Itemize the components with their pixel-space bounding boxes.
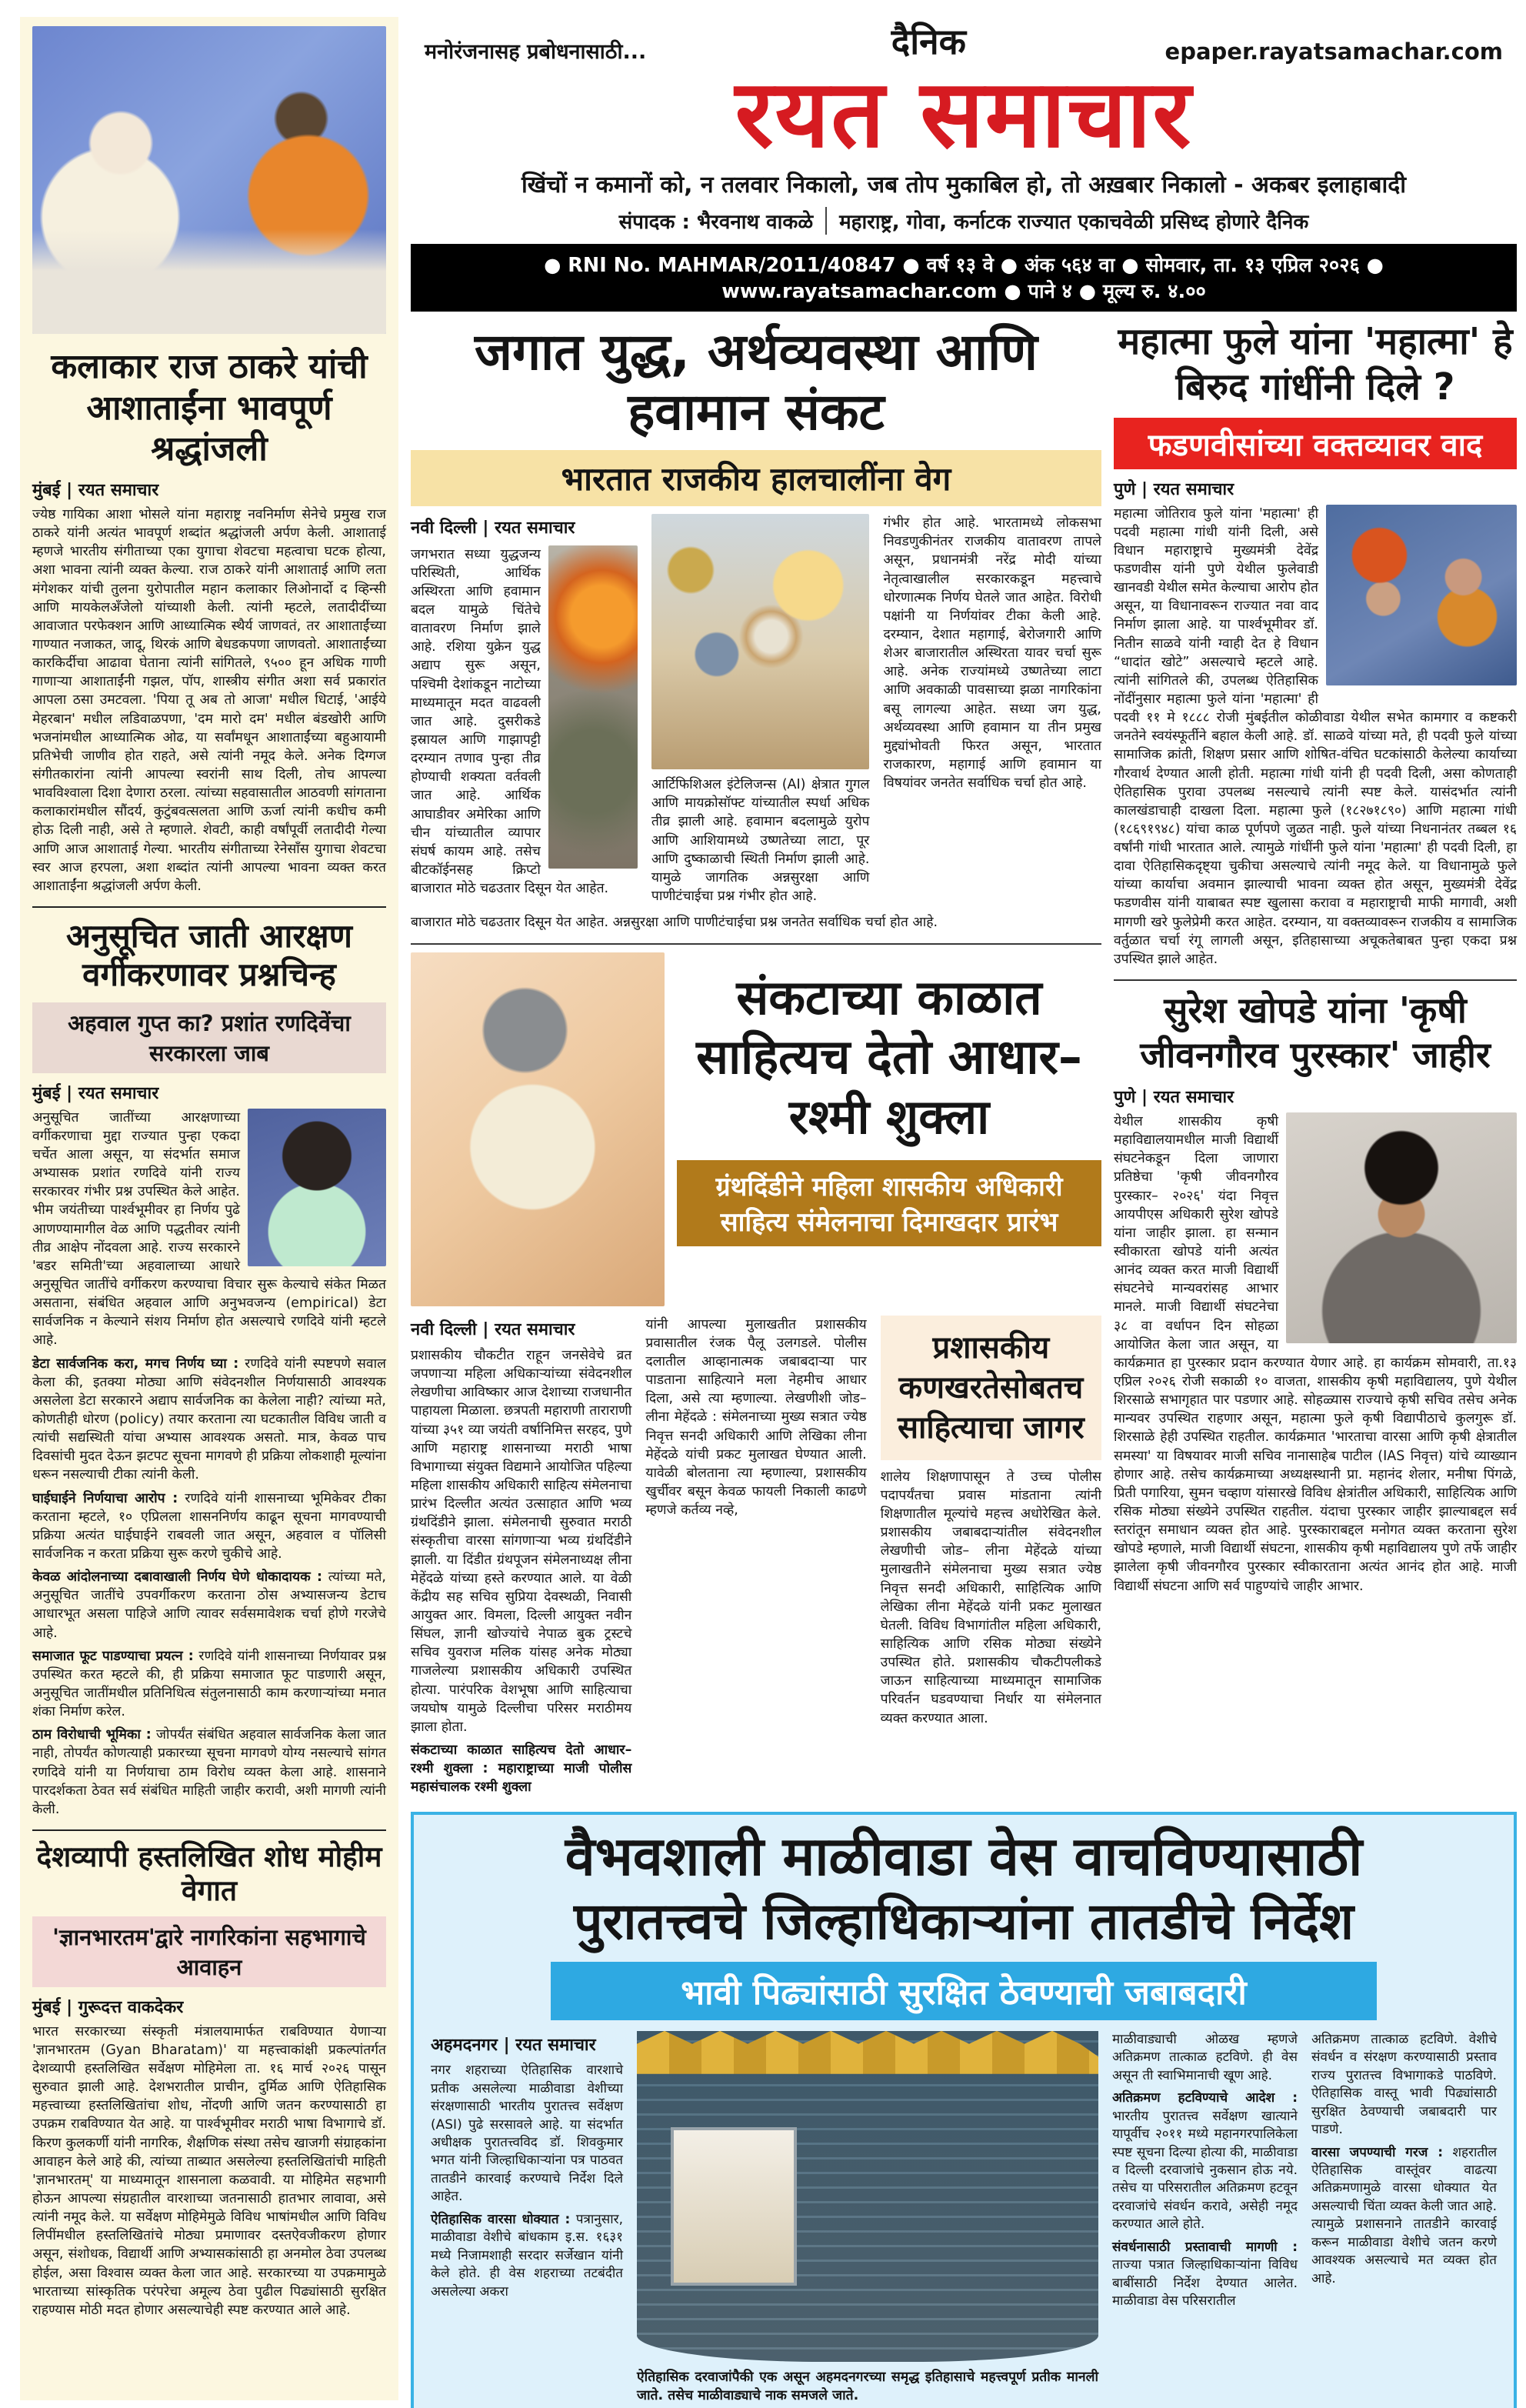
asha-byline: मुंबई | रयत समाचार <box>32 481 159 501</box>
world-headline: जगात युद्ध, अर्थव्यवस्था आणि हवामान संकट <box>475 322 1038 442</box>
manuscript-strap: 'ज्ञानभारतम'द्वारे नागरिकांना सहभागाचे आवाहन <box>32 1916 386 1987</box>
manuscript-byline: मुंबई | गुरूदत्त वाकदेकर <box>32 1997 184 2017</box>
sahitya-col3 <box>881 1316 1101 1802</box>
maliwada-byline: अहमदनगर | रयत समाचार <box>431 2035 596 2055</box>
sahitya-columns <box>411 1316 1101 1802</box>
point-text: शहरातील ऐतिहासिक वास्तूंवर वाढत्या अतिक्रमणामुळे वारसा धोक्यात येत असल्याची चिंता व्यक्त केली जात आहे. त्यामुळे प्रशासनाने तातडीने कारवाई करून माळीवाडा वेशीचे जतन करणे आवश्यक असल्याचे मत व्यक्त होत आहे. <box>1311 2144 1498 2286</box>
reservation-point <box>32 1568 386 1643</box>
maliwada-headline-line1: वैभवशाली माळीवाडा वेस वाचविण्यासाठी <box>565 1825 1363 1889</box>
paper-title: रयत समाचार <box>735 59 1193 168</box>
manuscript-body: भारत सरकारच्या संस्कृती मंत्रालयामार्फत राबविण्यात येणाऱ्या 'ज्ञानभारतम (Gyan Bharatam)' या महत्त्वाकांक्षी प्रकल्पांतर्गत देशव्यापी हस्तलिखित सर्वेक्षण मोहिमेला ता. १६ मार्च २०२६ पासून सुरुवात झाली आहे. देशभरातील प्राचीन, दुर्मिळ आणि ऐतिहासिक महत्त्वाच्या हस्तलिखितांचा शोध, नोंदणी आणि जतन करण्यासाठी हा उपक्रम राबविण्यात येत आहे. या पार्श्वभूमीवर मराठी भाषा विभागाचे डॉ. किरण कुलकर्णी यांनी नागरिक, शैक्षणिक संस्था तसेच खाजगी संग्राहकांना आवाहन केले आहे की, त्यांच्या ताब्यात असलेल्या हस्तलिखितांची माहिती 'ज्ञानभारतम्' या माध्यमातून शासनाला कळवावी. या मोहिमेत सहभागी होऊन आपल्या संग्रहातील वारशाच्या जतनासाठी हातभार लावावा, असे त्यांनी नमूद केले. या सर्वेक्षण मोहिमेमुळे विविध भाषांमधील आणि विविध लिपींमधील हस्तलिखितांचे मोठ्या प्रमाणावर दस्तऐवजीकरण होणार असून, संशोधक, विद्यार्थी आणि अभ्यासकांसाठी हा अनमोल ठेवा उपलब्ध होईल, असा विश्वास व्यक्त केला जात आहे. सरकारच्या या उपक्रमामुळे भारताच्या सांस्कृतिक परंपरेचा अमूल्य ठेवा पुढील पिढ्यांसाठी सुरक्षित राहण्यास मोठी मदत होणार असल्याचेही स्पष्ट करण्यात आले आहे. <box>32 2023 386 2318</box>
sahitya-strap: ग्रंथदिंडीने महिला शासकीय अधिकारी साहित्य संमेलनाचा दिमाखदार प्रारंभ <box>677 1160 1101 1246</box>
phule-headline: महात्मा फुले यांना 'महात्मा' हे बिरुद गांधींनी दिले ? <box>1118 320 1513 409</box>
phule-body-text: महात्मा जोतिराव फुले यांना 'महात्मा' ही पदवी महात्मा गांधी यांनी दिली, असे विधान महाराष्ट्राचे मुख्यमंत्री देवेंद्र फडणवीस यांनी पुणे येथील फुलेवाडी खानवडी येथील समेत केल्याचा आरोप होत असून, या विधानावरून राज्यात नवा वाद निर्माण झाला आहे. या पार्श्वभूमीवर डॉ. नितीन साळवे यांनी ग्वाही देत हे विधान “धादांत खोटे” असल्याचे म्हटले आहे. त्यांनी सांगितले की, उपलब्ध ऐतिहासिक नोंदींनुसार महात्मा फुले यांना 'महात्मा' ही पदवी ११ मे १८८८ रोजी मुंबईतील कोळीवाडा येथील सभेत कामगार व कष्टकरी जनतेने स्वयंस्फूर्तीने बहाल केली आहे. डॉ. साळवे यांच्या मते, ही पदवी फुले यांच्या सामाजिक क्रांती, शिक्षण प्रसार आणि शोषित-वंचित घटकांसाठी केलेल्या कार्याच्या गौरवार्थ देण्यात आली होती. महात्मा गांधी यांनी ही पदवी दिली, असा कोणताही ऐतिहासिक पुरावा उपलब्ध नसल्याचे त्यांनी स्पष्ट केले. यासंदर्भात त्यांनी कालखंडाचाही दाखला दिला. महात्मा फुले (१८२७१८९०) आणि महात्मा गांधी (१८६९१९४८) यांचा काळ पूर्णपणे जुळत नाही. फुले यांच्या निधनानंतर तब्बल १६ वर्षांनी गांधी भारतात आले. त्यामुळे गांधींनी फुले यांना 'महात्मा' ही पदवी दिली, हा दावा ऐतिहासिकदृष्ट्या चुकीचा असल्याचे त्यांनी नमूद केले. या विधानामुळे फुले यांच्या कार्याचा अवमान झाल्याची भावना व्यक्त होत असून, मुख्यमंत्री देवेंद्र फडणवीस यांनी याबाबत स्पष्ट खुलासा करावा व महाराष्ट्राची माफी मागावी, अशी मागणी खरे फुलेप्रेमी करत आहेत. दरम्यान, या वक्तव्यावरून राजकीय व सामाजिक वर्तुळात चर्चा रंगू लागली असून, इतिहासाच्या अचूकतेबाबत पुन्हा एकदा प्रश्न उपस्थित झाले आहेत. <box>1114 505 1517 967</box>
point-lead: संवर्धनासाठी प्रस्तावाची मागणी : <box>1112 2239 1298 2255</box>
point-text: रणदिवे यांनी शासनाच्या भूमिकेवर टीका करताना म्हटले, १० एप्रिलला शासननिर्णय काढून सूचना मागवण्याची प्रक्रिया अत्यंत घाईघाईने राबवली जात असून, अहवाल व पॉलिसी सार्वजनिक न करता प्रक्रिया सुरू करणे चुकीचे आहे. <box>32 1490 386 1562</box>
khopade-article <box>1114 979 1517 1596</box>
reservation-point <box>32 1647 386 1722</box>
rni-info-bar: ● RNI No. MAHMAR/2011/40847 ● वर्ष १३ वे ● अंक ५६४ वा ● सोमवार, ता. १३ एप्रिल २०२६ ● www.rayatsamachar.com ● पाने ४ ● मूल्य रु. ४.०० <box>411 244 1517 312</box>
reservation-point <box>32 1726 386 1819</box>
masthead-slogan: मनोरंजनासह प्रबोधनासाठी... <box>425 40 647 64</box>
maliwada-col3-point <box>1112 2239 1298 2311</box>
maliwada-col4-intro: अतिक्रमण तात्काळ हटविणे. वेशीचे संवर्धन व संरक्षण करण्यासाठी प्रस्ताव राज्य पुरातत्त्व विभागाकडे पाठविणे. ऐतिहासिक वास्तू भावी पिढ्यांसाठी सुरक्षित ठेवण्याची जबाबदारी पार पाडणे. <box>1311 2031 1497 2138</box>
maliwada-col3-point <box>1112 2089 1298 2234</box>
maliwada-columns <box>431 2031 1497 2406</box>
epaper-url: epaper.rayatsamachar.com <box>1164 38 1503 65</box>
world-col1 <box>411 514 638 906</box>
phule-byline: पुणे | रयत समाचार <box>1114 479 1234 499</box>
sahitya-byline: नवी दिल्ली | रयत समाचार <box>411 1319 575 1339</box>
maliwada-strap: भावी पिढ्यांसाठी सुरक्षित ठेवण्याची जबाबदारी <box>551 1962 1376 2020</box>
sahitya-col1-text: प्रशासकीय चौकटीत राहून जनसेवेचे व्रत जपणाऱ्या महिला अधिकाऱ्यांच्या संवेदनशील लेखणीचा आविष्कार आज देशाच्या राजधानीत पाहायला मिळाला. छत्रपती महाराणी ताराराणी यांच्या ३५१ व्या जयंती वर्षानिमित्त सरहद, पुणे आणि महाराष्ट्र शासनाच्या मराठी भाषा विभागाच्या संयुक्त विद्यमाने आयोजित पहिल्या महिला शासकीय अधिकारी साहित्य संमेलनाचा प्रारंभ दिल्लीत अत्यंत उत्साहात आणि भव्य ग्रंथदिंडीने झाला. संमेलनाची सुरुवात मराठी संस्कृतीचा वारसा सांगणाऱ्या भव्य ग्रंथदिंडीने झाली. या दिंडीत ग्रंथपूजन संमेलनाध्यक्ष लीना मेहेंदळे यांच्या हस्ते करण्यात आले. या वेळी केंद्रीय सह सचिव सुप्रिया देवस्थळी, निवासी आयुक्त आर. विमला, दिल्ली आयुक्त नवीन सिंघल, ज्ञानी खोज्यांचे नेपाळ बुक ट्रस्टचे सचिव युवराज मलिक यांसह अनेक मोठ्या गाजलेल्या प्रशासकीय अधिकारी उपस्थित होत्या. पारंपरिक वेशभूषा आणि साहित्याचा जयघोष यामुळे दिल्लीचा परिसर मराठीमय झाला होता. <box>411 1348 632 1735</box>
center-column <box>411 319 1101 1801</box>
point-text: ताज्या पत्रात जिल्हाधिकाऱ्यांना विविध बाबींसाठी निर्देश देण्यात आलेत. माळीवाडा वेस परिसरातील <box>1112 2257 1298 2310</box>
divider <box>32 1829 386 1831</box>
sahitya-top <box>411 952 1101 1306</box>
khopade-body <box>1114 1112 1517 1596</box>
reservation-point <box>32 1355 386 1485</box>
reservation-strap: अहवाल गुप्त का? प्रशांत रणदिवेंचा सरकारला जाब <box>32 1002 386 1073</box>
rashmi-shukla-photo <box>411 952 665 1306</box>
sahitya-col3-text: शालेय शिक्षणापासून ते उच्च पोलीस पदापर्यंतचा प्रवास मांडताना त्यांनी शिक्षणातील मूल्यांचे महत्त्व अधोरेखित केले. प्रशासकीय जबाबदाऱ्यांतील संवेदनशील लेखणीची जोड– लीना मेहेंदळे यांच्या मुलाखतीने संमेलनाचा मुख्य सत्रात ज्येष्ठ निवृत्त सनदी अधिकारी, साहित्यिक आणि लेखिका लीना मेहेंदळे यांनी प्रकट मुलाखत घेतली. विविध विभागांतील महिला अधिकारी, साहित्यिक आणि रसिक मोठ्या संख्येने उपस्थित होते. प्रशासकीय चौकटीपलीकडे जाऊन साहित्याच्या माध्यमातून सामाजिक परिवर्तन घडवण्याचा निर्धार या संमेलनात व्यक्त करण्यात आला. <box>880 1469 1101 1726</box>
maliwada-col1-point <box>431 2211 623 2301</box>
point-text: पत्रानुसार, माळीवाडा वेशीचे बांधकाम इ.स. १६३१ मध्ये निजामशाही सरदार सर्जेखान यांनी केले होते. ही वेस शहराच्या तटबंदीत असलेल्या अकरा <box>431 2211 623 2300</box>
reservation-body <box>32 1109 386 1819</box>
point-text: भारतीय पुरातत्त्व सर्वेक्षण खात्याने यापूर्वीच २०११ मध्ये महानगरपालिकेला स्पष्ट सूचना दिल्या होत्या की, माळीवाडा व दिल्ली दरवाजांचे नुकसान होऊ नये. तसेच या परिसरातील अतिक्रमण हटवून दरवाजांचे संवर्धन करावे, असेही नमूद करण्यात आले होते. <box>1112 2108 1298 2233</box>
point-lead: डेटा सार्वजनिक करा, मगच निर्णय घ्या : <box>32 1356 239 1372</box>
reservation-headline: अनुसूचित जाती आरक्षण वर्गीकरणावर प्रश्नचिन्ह <box>66 916 352 994</box>
jyotirao-savitribai-phule-portrait <box>1326 505 1517 685</box>
point-text: रणदिवे यांनी शासनाच्या निर्णयावर प्रश्न उपस्थित करत म्हटले की, ही प्रक्रिया समाजात फूट पाडणारी असून, अनुसूचित जातींमधील प्रतिनिधित्व संतुलनासाठी काम करणाऱ्यांच्या मनात शंका निर्माण करेल. <box>32 1648 386 1720</box>
asha-headline: कलाकार राज ठाकरे यांची आशाताईंना भावपूर्ण श्रद्धांजली <box>51 347 368 469</box>
main-column <box>411 17 1517 2404</box>
phule-body <box>1114 505 1517 969</box>
sahitya-article <box>411 943 1101 1802</box>
point-lead: केवळ आंदोलनाच्या दबावाखाली निर्णय घेणे धोकादायक : <box>32 1569 322 1586</box>
khopade-byline: पुणे | रयत समाचार <box>1114 1088 1234 1108</box>
maliwada-photo-cell <box>637 2031 1098 2406</box>
maliwada-photo-caption: ऐतिहासिक दरवाजांपैकी एक असून अहमदनगरच्या समृद्ध इतिहासाचे महत्त्वपूर्ण प्रतीक मानली जाते. तसेच माळीवाड्याचे नाक समजले जाते. <box>637 2369 1098 2404</box>
middle-row <box>411 319 1517 1801</box>
point-lead: ऐतिहासिक वारसा धोक्यात : <box>431 2211 571 2227</box>
editor-row <box>411 207 1517 235</box>
maliwada-col3 <box>1112 2031 1298 2406</box>
manuscript-headline: देशव्यापी हस्तलिखित शोध मोहीम वेगात <box>36 1839 382 1908</box>
point-lead: ठाम विरोधाची भूमिका : <box>32 1727 152 1743</box>
prashant-randive-photo <box>248 1109 386 1266</box>
world-closing-line: बाजारात मोठे चढउतार दिसून येत आहेत. अन्नसुरक्षा आणि पाणीटंचाईचा प्रश्न जनतेत सर्वाधिक चर्चा होत आहे. <box>411 915 938 931</box>
suresh-khopade-photo <box>1286 1112 1517 1343</box>
maliwada-col4 <box>1311 2031 1497 2406</box>
reservation-point <box>32 1489 386 1564</box>
sahitya-col2: यांनी आपल्या मुलाखतीत प्रशासकीय प्रवासातील रंजक पैलू उलगडले. पोलीस दलातील आव्हानात्मक जबाबदाऱ्या पार पाडताना साहित्याने मला नेहमीच आधार दिला, असे त्या म्हणाल्या. लेखणीशी जोड– लीना मेहेंदळे : संमेलनाच्या मुख्य सत्रात ज्येष्ठ निवृत्त सनदी अधिकारी आणि लेखिका लीना मेहेंदळे यांची प्रकट मुलाखत घेण्यात आली. यावेळी बोलताना त्या म्हणाल्या, प्रशासकीय खुर्चीवर बसून केवळ फायली निकाली काढणे म्हणजे कर्तव्य नव्हे, <box>645 1316 867 1519</box>
right-column <box>1114 319 1517 1801</box>
point-lead: समाजात फूट पाडण्याचा प्रयत्न : <box>32 1648 194 1664</box>
political-cartoon-illustration <box>651 514 870 769</box>
war-soldier-photo <box>548 545 638 869</box>
khopade-body-text: येथील शासकीय कृषी महाविद्यालयामधील माजी विद्यार्थी संघटनेकडून दिला जाणारा प्रतिष्ठेचा 'कृषी जीवनगौरव पुरस्कार– २०२६' यंदा निवृत्त आयपीएस अधिकारी सुरेश खोपडे यांना जाहीर झाला. हा सन्मान स्वीकारता खोपडे यांनी अत्यंत आनंद व्यक्त करत माजी विद्यार्थी संघटनेचे मान्यवरांसह आभार मानले. माजी विद्यार्थी संघटनेचा ३८ वा वर्धापन दिन सोहळा आयोजित केला जात असून, या कार्यक्रमात हा पुरस्कार प्रदान करण्यात येणार आहे. हा कार्यक्रम सोमवारी, ता.१३ एप्रिल २०२६ रोजी सकाळी १० वाजता, शासकीय कृषी महाविद्यालय, पुणे येथील शिरसाळे सभागृहात पार पडणार आहे. सोहळ्यास राज्याचे कृषी सचिव तसेच अनेक मान्यवर उपस्थित राहणार असून, महात्मा फुले कृषी विद्यापीठाचे कुलगुरू डॉ. शिरसाळे हेही उपस्थित राहतील. कार्यक्रमात 'भारताचा वारसा आणि कृषी क्षेत्रातील समस्या' या विषयावर माजी सचिव नानासाहेब पाटील (IAS निवृत्त) यांचे व्याख्यान होणार आहे. तसेच कार्यक्रमाच्या अध्यक्षस्थानी प्रा. महानंद शेलार, मनीषा पिंगळे, प्रिती पगारिया, सुमन चव्हाण यांसारखे विविध क्षेत्रांतील अधिकारी, साहित्यिक आणि रसिक मोठ्या संख्येने उपस्थित राहतील. यंदाचा पुरस्कार जाहीर झाल्याबद्दल सर्व स्तरांतून समाधान व्यक्त होत आहे. पुरस्काराबद्दल मनोगत व्यक्त करताना सुरेश खोपडे म्हणाले, माजी विद्यार्थी संघटना, शासकीय कृषी महाविद्यालय पुणे तर्फे जाहीर झालेला कृषी जीवनगौरव पुरस्कार स्वीकारताना अत्यंत आनंद होत आहे. माजी विद्यार्थी संघटना आणि सर्व पाहुण्यांचे जाहीर आभार. <box>1114 1114 1517 1594</box>
point-lead: वारसा जपण्याची गरज : <box>1311 2144 1444 2160</box>
world-col3: गंभीर होत आहे. भारतामध्ये लोकसभा निवडणुकीनंतर राजकीय वातावरण तापले असून, प्रधानमंत्री नरेंद्र मोदी यांच्या नेतृत्वाखालील सरकारकडून महत्त्वाचे धोरणात्मक निर्णय घेतले जात आहेत. विरोधी पक्षांनी या निर्णयांवर टीका केली आहे. दरम्यान, देशात महागाई, बेरोजगारी आणि शेअर बाजारातील अस्थिरता यावर चर्चा सुरू आहे. अनेक राज्यांमध्ये उष्णतेच्या लाटा आणि अवकाळी पावसाच्या झळा नागरिकांना बसू लागल्या आहेत. सध्या जग युद्ध, अर्थव्यवस्था आणि हवामान या तीन प्रमुख मुद्द्यांभोवती फिरत असून, भारतात राजकारण, महागाई आणि हवामान या विषयांवर जनतेत सर्वाधिक चर्चा होत आहे. <box>883 515 1101 792</box>
maliwada-col4-point <box>1311 2144 1497 2289</box>
publish-info: महाराष्ट्र, गोवा, कर्नाटक राज्यात एकाचवेळी प्रसिध्द होणारे दैनिक <box>839 211 1309 235</box>
asha-raj-thackeray-photo <box>32 26 386 334</box>
maliwada-col1-intro: नगर शहराच्या ऐतिहासिक वारशाचे प्रतीक असलेल्या माळीवाडा वेशीच्या संरक्षणासाठी भारतीय पुरातत्त्व सर्वेक्षण (ASI) पुढे सरसावले आहे. या संदर्भात अधीक्षक पुरातत्त्वविद डॉ. शिवकुमार भगत यांनी जिल्हाधिकाऱ्यांना पत्र पाठवत तातडीने कारवाई करण्याचे निर्देश दिले आहेत. <box>431 2063 623 2205</box>
reservation-paragraph: अनुसूचित जातींच्या आरक्षणाच्या वर्गीकरणाचा मुद्दा राज्यात पुन्हा एकदा चर्चेत आला असून, या संदर्भात समाज अभ्यासक प्रशांत रणदिवे यांनी राज्य सरकारवर गंभीर प्रश्न उपस्थित केले आहेत. भीम जयंतीच्या पार्श्वभूमीवर हा निर्णय पुढे आणण्यामागील वेळ आणि पद्धतीवर त्यांनी तीव्र आक्षेप नोंदवला आहे. राज्य सरकारने 'बडर समिती'च्या अहवालाच्या आधारे अनुसूचित जातींचे वर्गीकरण करण्याचा विचार सुरू केल्याचे संकेत मिळत असताना, संबंधित अहवाल आणि अनुभवजन्य (empirical) डेटा सार्वजनिक न केल्याने संशय निर्माण होत असल्याचे रणदिवे यांनी म्हटले आहे. <box>32 1109 386 1349</box>
world-columns <box>411 514 1101 906</box>
sahitya-head-block <box>677 952 1101 1306</box>
point-lead: अतिक्रमण हटविण्याचे आदेश : <box>1112 2090 1298 2106</box>
point-text: जोपर्यंत संबंधित अहवाल सार्वजनिक केला जात नाही, तोपर्यंत कोणत्याही प्रकारच्या सूचना मागवणे योग्य नसल्याचे सांगत रणदिवे यांनी या निर्णयाचा ठाम विरोध व्यक्त केला आहे. शासनाने पारदर्शकता ठेवत सर्व संबंधित माहिती जाहीर करावी, अशी मागणी त्यांनी केली. <box>32 1727 386 1817</box>
maliwada-col1 <box>431 2031 623 2406</box>
world-col1-text: जगभरात सध्या युद्धजन्य परिस्थिती, आर्थिक अस्थिरता आणि हवामान बदल यामुळे चिंतेचे वातावरण निर्माण झाले आहे. रशिया युक्रेन युद्ध अद्याप सुरू असून, पश्चिमी देशांकडून नाटोच्या माध्यमातून मदत वाढवली जात आहे. दुसरीकडे इस्रायल आणि गाझापट्टी दरम्यान तणाव पुन्हा तीव्र होण्याची शक्यता वर्तवली जात आहे. आर्थिक आघाडीवर अमेरिका आणि चीन यांच्यातील व्यापार संघर्ष कायम आहे. तसेच बीटकॉईनसह क्रिप्टो बाजारात मोठे चढउतार दिसून येत आहेत. <box>411 546 609 897</box>
world-byline: नवी दिल्ली | रयत समाचार <box>411 519 575 539</box>
world-col2-text: आर्टिफिशिअल इंटेलिजन्स (AI) क्षेत्रात गुगल आणि मायक्रोसॉफ्ट यांच्यातील स्पर्धा अधिक तीव्र झाली आहे. हवामान बदलामुळे युरोप आणि आशियामध्ये उष्णतेच्या लाटा, पूर आणि दुष्काळाची स्थिती निर्माण झाली आहे. यामुळे जागतिक अन्नसुरक्षा आणि पाणीटंचाईचा प्रश्न गंभीर होत आहे. <box>651 777 870 905</box>
editor-name: संपादक : भैरवनाथ वाकळे <box>618 211 814 235</box>
left-column <box>20 17 398 2400</box>
divider <box>32 906 386 908</box>
sahitya-box-subhead: प्रशासकीय कणखरतेसोबतच साहित्याचा जागर <box>881 1316 1101 1460</box>
asha-body: ज्येष्ठ गायिका आशा भोसले यांना महाराष्ट्र नवनिर्माण सेनेचे प्रमुख राज ठाकरे यांनी अत्यंत भावपूर्ण शब्दांत श्रद्धांजली अर्पण केली. आशाताई म्हणजे भारतीय संगीताच्या एका युगाचा शेवटचा महत्वाचा घटक होत्या, अशा भावना त्यांनी व्यक्त केल्या. राज ठाकरे यांनी आशाताई आणि लता मंगेशकर यांची तुलना युरोपातील महान कलाकार लिओनार्दो द व्हिन्सी आणि मायकेलअँजेलो यांच्याशी केली. त्यांनी म्हटले, लतादीदींच्या आवाजात परफेक्शन आणि आध्यात्मिक स्थैर्य जाणवतं, तर आशाताईंच्या गाण्यात नजाकत, जादू, थिरकं आणि बेधडकपणा जाणवतो. आशाताईंच्या कारकिर्दीचा आढावा घेताना त्यांनी सांगितले, ९५०० हून अधिक गाणी गाणाऱ्या आशाताईंनी गझल, पॉप, शास्त्रीय संगीत अशा सर्व प्रकारांत आपला ठसा उमटवला. 'पिया तू अब तो आजा' मधील धिटाई, 'आईये मेहरबान' मधील लडिवाळपणा, 'दम मारो दम' मधील बंडखोरी आणि भजनांमधील आध्यात्मिक ओढ, या सर्वांमधून आशाताईंच्या बहुआयामी प्रतिभेची जाणीव होत राहते, असे त्यांनी नमूद केले. अनेक दिग्गज संगीतकारांना त्यांनी आपल्या स्वरांनी साथ दिली, तोच आपल्या भावविश्वाला दिशा देणारा ठरला. त्यांच्या सहवासातील आठवणी सांगताना कलाकारांमधील सौंदर्य, कुटुंबवत्सलता आणि ऊर्जा त्यांनी कधीच कमी होऊ दिली नाही, असे ते म्हणाले. शेवटी, काही वर्षांपूर्वी लतादीदी गेल्या आणि आज आशाताई गेल्या. भारतीय संगीताच्या रेनेसाँस युगाचा शेवटचा स्वर आज हरपला, अशा शब्दांत त्यांनी आपल्या भावना व्यक्त करत आशाताईंना श्रद्धांजली अर्पण केली. <box>32 507 386 894</box>
masthead-daily-label: दैनिक <box>891 21 966 62</box>
divider <box>825 207 827 235</box>
point-text: त्यांच्या मते, अनुसूचित जातींचे उपवर्गीकरण करताना ठोस अभ्यासजन्य डेटाच आधारभूत असला पाहिजे आणि त्यावर सर्वसमावेशक चर्चा होणे गरजेचे आहे. <box>32 1569 386 1641</box>
point-text: रणदिवे यांनी स्पष्टपणे सवाल केला की, इतक्या मोठ्या आणि संवेदनशील निर्णयासाठी आवश्यक असलेला डेटा सरकारने अद्याप सार्वजनिक का केलेला नाही? त्यांच्या मते, कोणतीही धोरण (policy) तयार करताना त्या घटकातील विविध जाती व त्यांची सद्यस्थिती यांचा अभ्यास आवश्यक असतो. मात्र, केवळ पाच दिवसांची मुदत देऊन झटपट सूचना मागवणे ही प्रक्रिया लोकशाही मूल्यांना धरून नसल्याची टीका त्यांनी केली. <box>32 1356 386 1483</box>
world-strap: भारतात राजकीय हालचालींना वेग <box>411 450 1101 506</box>
phule-strap: फडणवीसांच्या वक्तव्यावर वाद <box>1114 418 1517 469</box>
reservation-byline: मुंबई | रयत समाचार <box>32 1083 159 1103</box>
sahitya-headline: संकटाच्या काळात साहित्यच देतो आधार– रश्मी शुक्ला <box>696 969 1082 1145</box>
masthead-tagline: खिंचों न कमानों को, न तलवार निकालो, जब तोप मुकाबिल हो, तो अख़बार निकालो - अकबर इलाहाबादी <box>521 172 1406 199</box>
maliwada-banner <box>411 1812 1517 2408</box>
maliwada-headline-line2: पुरातत्त्वचे जिल्हाधिकाऱ्यांना तातडीचे निर्देश <box>573 1891 1354 1951</box>
sahitya-col1b-text: संकटाच्या काळात साहित्यच देतो आधार– रश्मी शुक्ला : महाराष्ट्राच्या माजी पोलीस महासंचालक रश्मी शुक्ला <box>411 1742 632 1796</box>
world-col2 <box>651 514 870 906</box>
sahitya-col1 <box>411 1316 631 1802</box>
masthead-top-row <box>411 17 1517 65</box>
khopade-headline: सुरेश खोपडे यांना 'कृषी जीवनगौरव पुरस्कार' जाहीर <box>1140 989 1491 1076</box>
point-lead: घाईघाईने निर्णयाचा आरोप : <box>32 1490 178 1506</box>
maliwada-gate-photo <box>637 2031 1098 2362</box>
maliwada-col3-intro: माळीवाड्याची ओळख म्हणजे अतिक्रमण तात्काळ हटविणे. ही वेस असून ती स्वाभिमानाची खूण आहे. <box>1112 2031 1298 2083</box>
